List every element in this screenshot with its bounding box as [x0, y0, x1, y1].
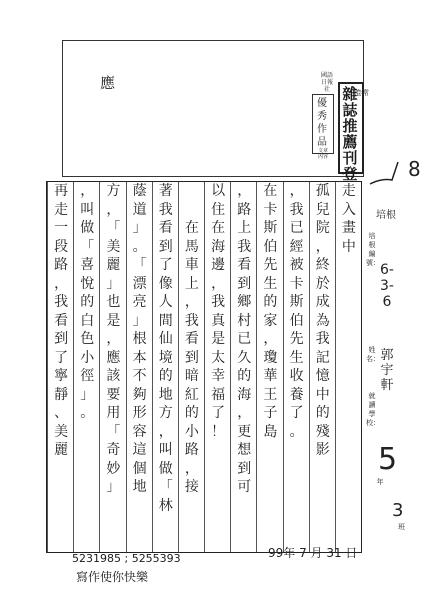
essay-char: 斯: [289, 294, 304, 310]
essay-char: 。: [289, 423, 304, 440]
essay-char: 人: [158, 294, 173, 310]
essay-char: 麗: [54, 442, 69, 458]
essay-char: 住: [211, 201, 226, 218]
essay-char: 容: [132, 423, 147, 440]
essay-char: 養: [289, 386, 304, 403]
essay-char: 我: [237, 238, 252, 255]
essay-column: [283, 182, 310, 552]
essay-char: 的: [315, 405, 330, 421]
essay-char: 為: [315, 312, 330, 329]
essay-column: [335, 182, 362, 552]
comment-mark: 應: [100, 74, 116, 92]
essay-char: 的: [80, 294, 95, 310]
essay-char: 可: [237, 479, 252, 495]
essay-char: 」: [106, 479, 121, 495]
essay-char: 經: [289, 238, 304, 255]
essay-char: 叫: [80, 201, 95, 218]
essay-char: 路: [184, 442, 199, 458]
essay-char: 一: [54, 220, 69, 236]
essay-char: 了: [211, 405, 226, 421]
essay-column: [152, 182, 179, 552]
essay-char: 用: [106, 405, 121, 421]
essay-char: 「: [106, 423, 121, 440]
essay-char: ，: [158, 423, 173, 440]
essay-char: 我: [211, 294, 226, 310]
essay-char: 先: [263, 257, 278, 273]
essay-char: 「: [106, 220, 121, 236]
essay-char: 到: [158, 238, 173, 255]
essay-char: 海: [237, 386, 252, 403]
essay-char: 接: [184, 479, 199, 495]
essay-char: 島: [263, 423, 278, 440]
essay-char: 的: [263, 294, 278, 310]
score-checkmark: [368, 150, 424, 210]
essay-char: 」: [80, 386, 95, 403]
essay-char: ，: [237, 183, 252, 199]
essay-char: 幸: [211, 368, 226, 384]
essay-char: 生: [289, 349, 304, 366]
essay-char: 方: [106, 183, 121, 199]
essay-char: 上: [237, 220, 252, 236]
essay-char: 我: [289, 201, 304, 218]
essay-char: 做: [158, 460, 173, 477]
essay-char: 色: [80, 331, 95, 347]
essay-char: 想: [237, 442, 252, 458]
essay-char: 林: [158, 497, 173, 514]
essay-char: 該: [106, 368, 121, 384]
essay-column: [230, 182, 257, 552]
motto-text: 寫作使你快樂: [76, 570, 149, 584]
essay-char: 於: [315, 275, 330, 292]
essay-char: 「: [158, 479, 173, 495]
grade-unit: 年: [376, 478, 384, 486]
essay-char: 」: [132, 220, 147, 236]
essay-char: 仙: [158, 331, 173, 347]
essay-char: 靜: [54, 386, 69, 403]
essay-char: 亮: [132, 294, 147, 310]
essay-char: 看: [54, 312, 69, 329]
essay-column: [178, 182, 205, 552]
essay-char: 久: [237, 349, 252, 366]
essay-char: 本: [132, 349, 147, 366]
essay-char: 邊: [211, 257, 226, 273]
essay-char: 妙: [106, 460, 121, 477]
essay-char: 要: [106, 386, 121, 403]
essay-char: 的: [237, 368, 252, 384]
essay-char: 在: [263, 183, 278, 199]
essay-char: 成: [315, 294, 330, 310]
essay-char: ，: [289, 183, 304, 199]
essay-char: 太: [211, 349, 226, 366]
essay-char: 路: [54, 257, 69, 273]
essay-char: 叫: [158, 442, 173, 458]
essay-column: [99, 182, 126, 552]
essay-char: ，: [106, 201, 121, 218]
essay-char: ，: [211, 275, 226, 292]
essay-char: 像: [158, 275, 173, 292]
student-name: 郭宇軒: [380, 348, 394, 393]
essay-char: 孤: [315, 183, 330, 199]
essay-date: 99年 7 月 31 日: [268, 546, 358, 560]
essay-char: 形: [132, 405, 147, 421]
essay-char: ，: [237, 405, 252, 421]
essay-char: 華: [263, 368, 278, 384]
essay-char: 到: [54, 331, 69, 347]
name-label: 姓名：: [366, 346, 380, 363]
essay-char: 白: [80, 312, 95, 329]
essay-char: 看: [158, 220, 173, 236]
essay-char: 卡: [289, 275, 304, 292]
essay-char: [184, 201, 199, 219]
essay-char: 應: [106, 349, 121, 366]
essay-char: 福: [211, 386, 226, 403]
essay-column: [73, 182, 100, 552]
essay-char: 到: [237, 275, 252, 292]
essay-char: 在: [184, 220, 199, 236]
essay-char: 王: [263, 386, 278, 403]
essay-char: 以: [211, 183, 226, 199]
essay-char: 道: [132, 201, 147, 218]
essay-char: 「: [80, 238, 95, 255]
essay-char: 著: [158, 183, 173, 199]
essay-char: 地: [132, 479, 147, 495]
essay-char: ，: [80, 183, 95, 199]
essay-char: 是: [106, 312, 121, 329]
essay-char: 美: [54, 423, 69, 440]
essay-grid: [46, 181, 362, 553]
honor-sub: 文章內容: [318, 148, 329, 160]
essay-char: 瓊: [263, 349, 278, 366]
essay-char: 了: [289, 405, 304, 421]
essay-char: 根: [132, 331, 147, 347]
stamp-corner: 卷常: [355, 89, 369, 97]
grade-number: 5: [378, 442, 398, 477]
essay-char: [184, 182, 199, 200]
honor-label: 優秀作品: [317, 98, 327, 148]
essay-char: 境: [158, 349, 173, 366]
essay-char: ！: [211, 423, 226, 440]
essay-char: 的: [184, 405, 199, 421]
essay-char: 更: [237, 423, 252, 440]
essay-char: 入: [341, 201, 356, 218]
essay-char: 我: [184, 312, 199, 329]
essay-char: 個: [132, 460, 147, 477]
essay-char: 中: [341, 238, 356, 255]
essay-char: 我: [315, 331, 330, 347]
essay-char: 做: [80, 220, 95, 236]
essay-char: 我: [54, 294, 69, 310]
essay-char: ，: [184, 294, 199, 310]
essay-char: 兒: [315, 201, 330, 218]
essay-char: 上: [184, 275, 199, 292]
essay-char: ，: [184, 460, 199, 477]
essay-char: 村: [237, 312, 252, 329]
essay-char: 伯: [263, 238, 278, 255]
essay-char: 車: [184, 257, 199, 273]
essay-column: [256, 182, 283, 552]
essay-char: 方: [158, 405, 173, 421]
essay-char: 殘: [315, 423, 330, 440]
essay-char: 終: [315, 257, 330, 273]
essay-char: 院: [315, 220, 330, 236]
essay-column: [309, 182, 336, 552]
essay-char: 子: [263, 405, 278, 421]
essay-char: 走: [341, 183, 356, 199]
essay-char: 影: [315, 442, 330, 458]
essay-char: 、: [54, 405, 69, 421]
essay-column: [47, 182, 74, 552]
essay-char: 海: [211, 238, 226, 255]
essay-char: 麗: [106, 257, 121, 273]
essay-char: 」: [132, 312, 147, 329]
essay-char: 蔭: [132, 183, 147, 199]
stamp-text: 雜誌推薦刊登: [342, 85, 358, 183]
essay-char: 暗: [184, 368, 199, 384]
essay-char: 到: [237, 460, 252, 477]
essay-char: 了: [158, 257, 173, 273]
essay-char: 也: [106, 294, 121, 310]
essay-char: 路: [237, 201, 252, 218]
essay-char: 看: [237, 257, 252, 273]
essay-char: 已: [237, 331, 252, 347]
essay-char: 喜: [80, 257, 95, 273]
honor-publisher: 國語日報社: [320, 72, 333, 93]
essay-char: 伯: [289, 312, 304, 329]
essay-char: 鄉: [237, 294, 252, 310]
essay-char: 斯: [263, 220, 278, 236]
essay-char: 再: [54, 183, 69, 199]
essay-char: 是: [211, 331, 226, 347]
essay-char: 走: [54, 201, 69, 218]
motto-numbers: 5231985 ; 5255393: [72, 552, 181, 565]
essay-char: 中: [315, 386, 330, 403]
class-number: 3: [392, 500, 404, 521]
essay-char: 紅: [184, 386, 199, 403]
essay-char: 這: [132, 442, 147, 458]
essay-char: 憶: [315, 368, 330, 384]
essay-char: 奇: [106, 442, 121, 458]
essay-char: 」: [106, 275, 121, 292]
essay-char: 我: [158, 201, 173, 218]
essay-char: ，: [315, 238, 330, 255]
essay-char: 了: [54, 349, 69, 366]
essay-char: 悅: [80, 275, 95, 292]
essay-char: 漂: [132, 275, 147, 292]
essay-char: 小: [184, 423, 199, 440]
essay-char: 被: [289, 257, 304, 273]
essay-char: 寧: [54, 368, 69, 384]
essay-char: 段: [54, 238, 69, 255]
essay-char: 的: [158, 368, 173, 384]
essay-char: ，: [263, 331, 278, 347]
essay-char: 不: [132, 368, 147, 384]
code-label: 培根編號：: [366, 232, 380, 267]
school-label: 就讀學校：: [366, 392, 380, 427]
essay-char: 卡: [263, 201, 278, 218]
essay-char: 收: [289, 368, 304, 384]
essay-char: 真: [211, 312, 226, 329]
essay-char: 徑: [80, 368, 95, 384]
essay-char: 。: [132, 238, 147, 255]
essay-char: 到: [184, 349, 199, 366]
student-code: 6-3-6: [380, 262, 394, 310]
essay-char: 在: [211, 220, 226, 236]
essay-char: 生: [263, 275, 278, 292]
essay-char: 已: [289, 220, 304, 236]
class-unit: 班: [398, 523, 405, 531]
teacher-signature: 培根: [376, 210, 396, 221]
score-mark: 8: [408, 157, 421, 181]
essay-char: 地: [158, 386, 173, 403]
essay-char: 先: [289, 331, 304, 347]
essay-char: 間: [158, 312, 173, 329]
essay-char: 「: [132, 257, 147, 273]
essay-char: 美: [106, 238, 121, 255]
essay-column: [204, 182, 231, 552]
essay-char: 。: [80, 405, 95, 421]
essay-char: 馬: [184, 238, 199, 255]
essay-char: ，: [54, 275, 69, 292]
essay-char: 夠: [132, 386, 147, 403]
essay-char: 記: [315, 349, 330, 366]
essay-column: [126, 182, 153, 552]
essay-char: 小: [80, 349, 95, 366]
essay-char: ，: [106, 331, 121, 347]
check-stroke: [370, 162, 398, 184]
essay-char: 畫: [341, 220, 356, 236]
essay-char: 看: [184, 331, 199, 347]
essay-char: 家: [263, 312, 278, 329]
